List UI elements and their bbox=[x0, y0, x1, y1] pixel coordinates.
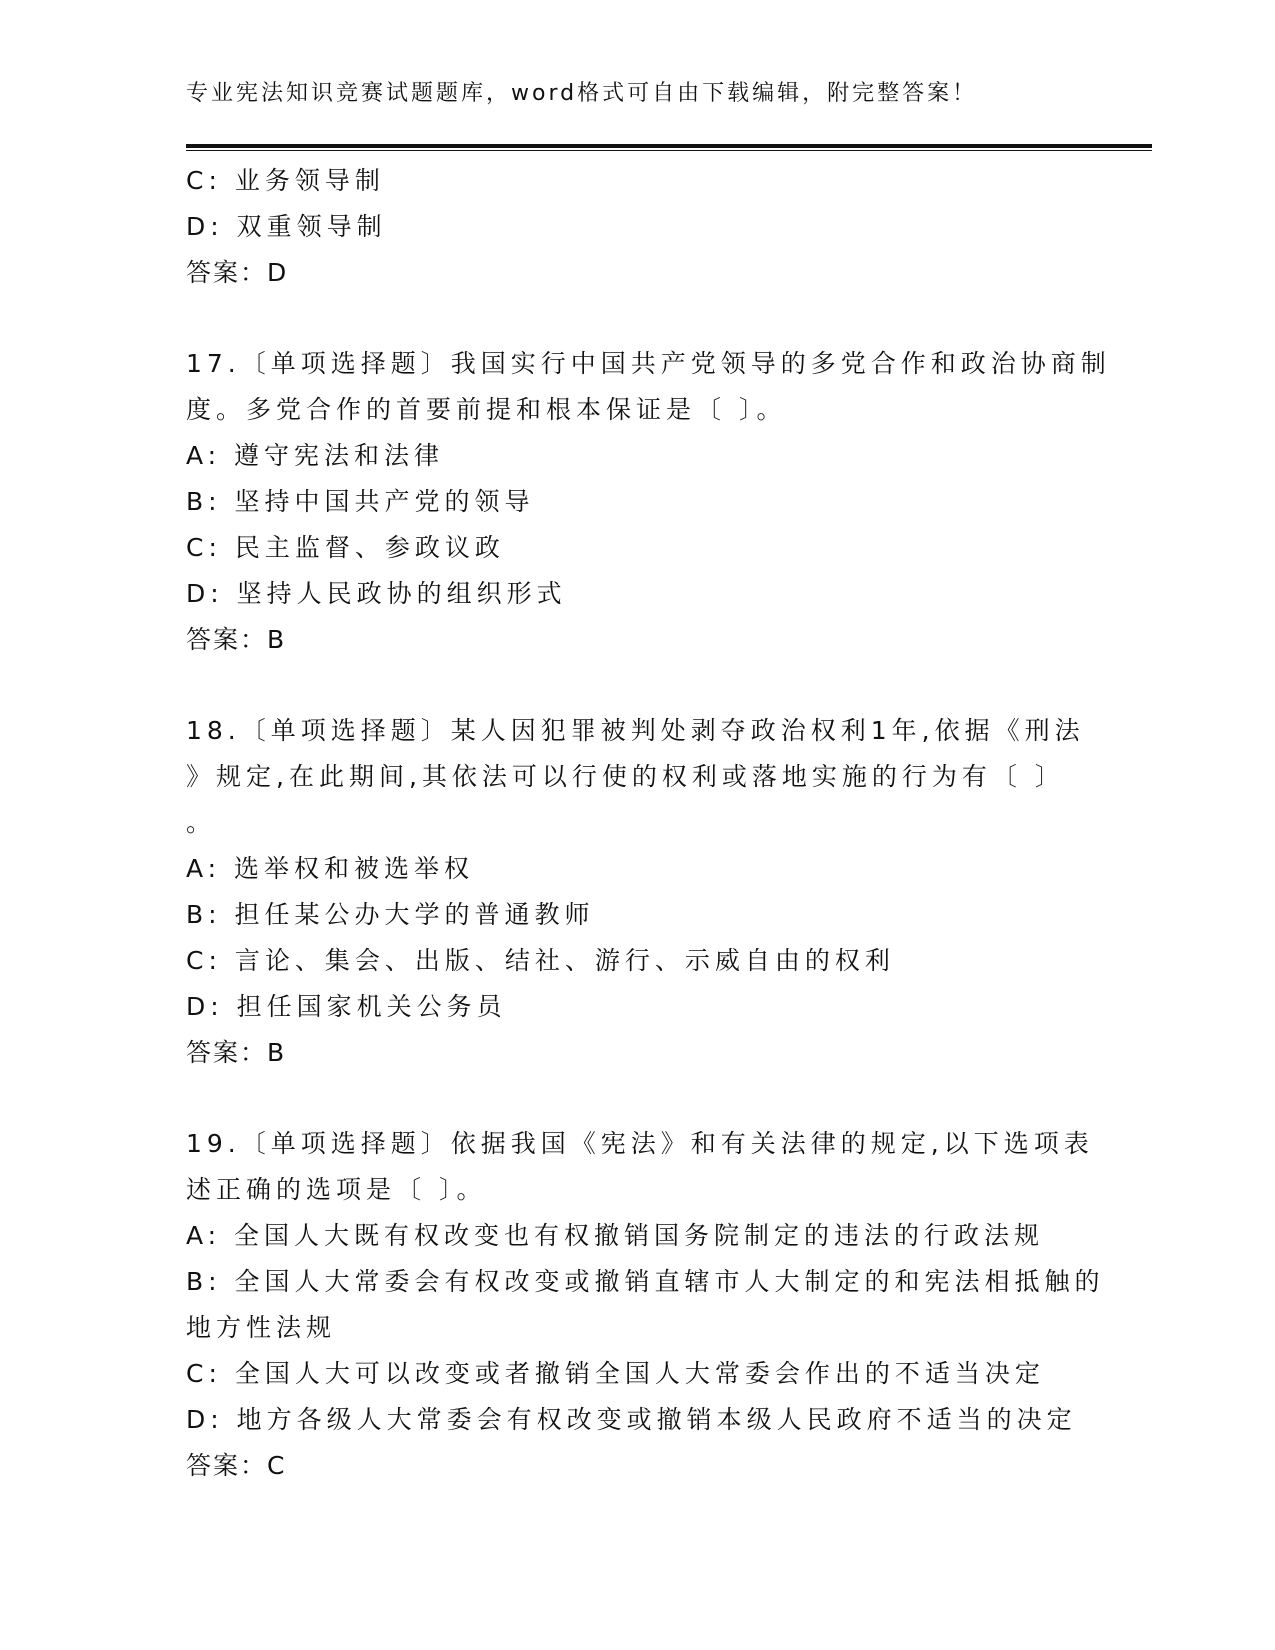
question-stem-line: 度。多党合作的首要前提和根本保证是〔 〕。 bbox=[186, 395, 787, 424]
option-a: A: 全国人大既有权改变也有权撤销国务院制定的违法的行政法规 bbox=[186, 1221, 1045, 1250]
question-fragment-16 bbox=[186, 158, 1086, 296]
option-c: C: 言论、集会、出版、结社、游行、示威自由的权利 bbox=[186, 946, 895, 975]
option-d: D: 地方各级人大常委会有权改变或撤销本级人民政府不适当的决定 bbox=[186, 1405, 1077, 1434]
option-c: C: 业务领导制 bbox=[186, 166, 385, 195]
question-stem-line: 。 bbox=[186, 808, 217, 837]
question-19 bbox=[186, 1121, 1105, 1489]
option-b: B: 全国人大常委会有权改变或撤销直辖市人大制定的和宪法相抵触的 bbox=[186, 1267, 1105, 1296]
question-18 bbox=[186, 708, 1086, 1076]
question-stem-line: 18.〔单项选择题〕某人因犯罪被判处剥夺政治权利1年,依据《刑法 bbox=[186, 716, 1085, 745]
header-rule-thick bbox=[186, 144, 1152, 148]
option-b: B: 担任某公办大学的普通教师 bbox=[186, 900, 595, 929]
option-b-continued: 地方性法规 bbox=[186, 1313, 337, 1342]
option-d: D: 坚持人民政协的组织形式 bbox=[186, 579, 567, 608]
answer-line: 答案：C bbox=[186, 1451, 287, 1480]
answer-line: 答案：B bbox=[186, 1038, 287, 1067]
option-a: A: 遵守宪法和法律 bbox=[186, 441, 445, 470]
option-a: A: 选举权和被选举权 bbox=[186, 854, 475, 883]
question-stem-line: 17.〔单项选择题〕我国实行中国共产党领导的多党合作和政治协商制 bbox=[186, 349, 1111, 378]
header-rule-thin bbox=[186, 150, 1152, 151]
answer-line: 答案：B bbox=[186, 625, 287, 654]
question-stem-line: 》规定,在此期间,其依法可以行使的权利或落地实施的行为有〔 〕 bbox=[186, 762, 1065, 791]
question-list bbox=[186, 158, 1111, 1489]
page-header: 专业宪法知识竞赛试题题库，word格式可自由下载编辑，附完整答案！ bbox=[186, 81, 978, 106]
answer-line: 答案：D bbox=[186, 258, 289, 287]
option-d: D: 担任国家机关公务员 bbox=[186, 992, 507, 1021]
option-b: B: 坚持中国共产党的领导 bbox=[186, 487, 535, 516]
option-c: C: 民主监督、参政议政 bbox=[186, 533, 505, 562]
question-17 bbox=[186, 341, 1111, 663]
question-stem-line: 19.〔单项选择题〕依据我国《宪法》和有关法律的规定,以下选项表 bbox=[186, 1129, 1094, 1158]
question-stem-line: 述正确的选项是〔 〕。 bbox=[186, 1175, 487, 1204]
option-c: C: 全国人大可以改变或者撤销全国人大常委会作出的不适当决定 bbox=[186, 1359, 1045, 1388]
option-d: D: 双重领导制 bbox=[186, 212, 387, 241]
